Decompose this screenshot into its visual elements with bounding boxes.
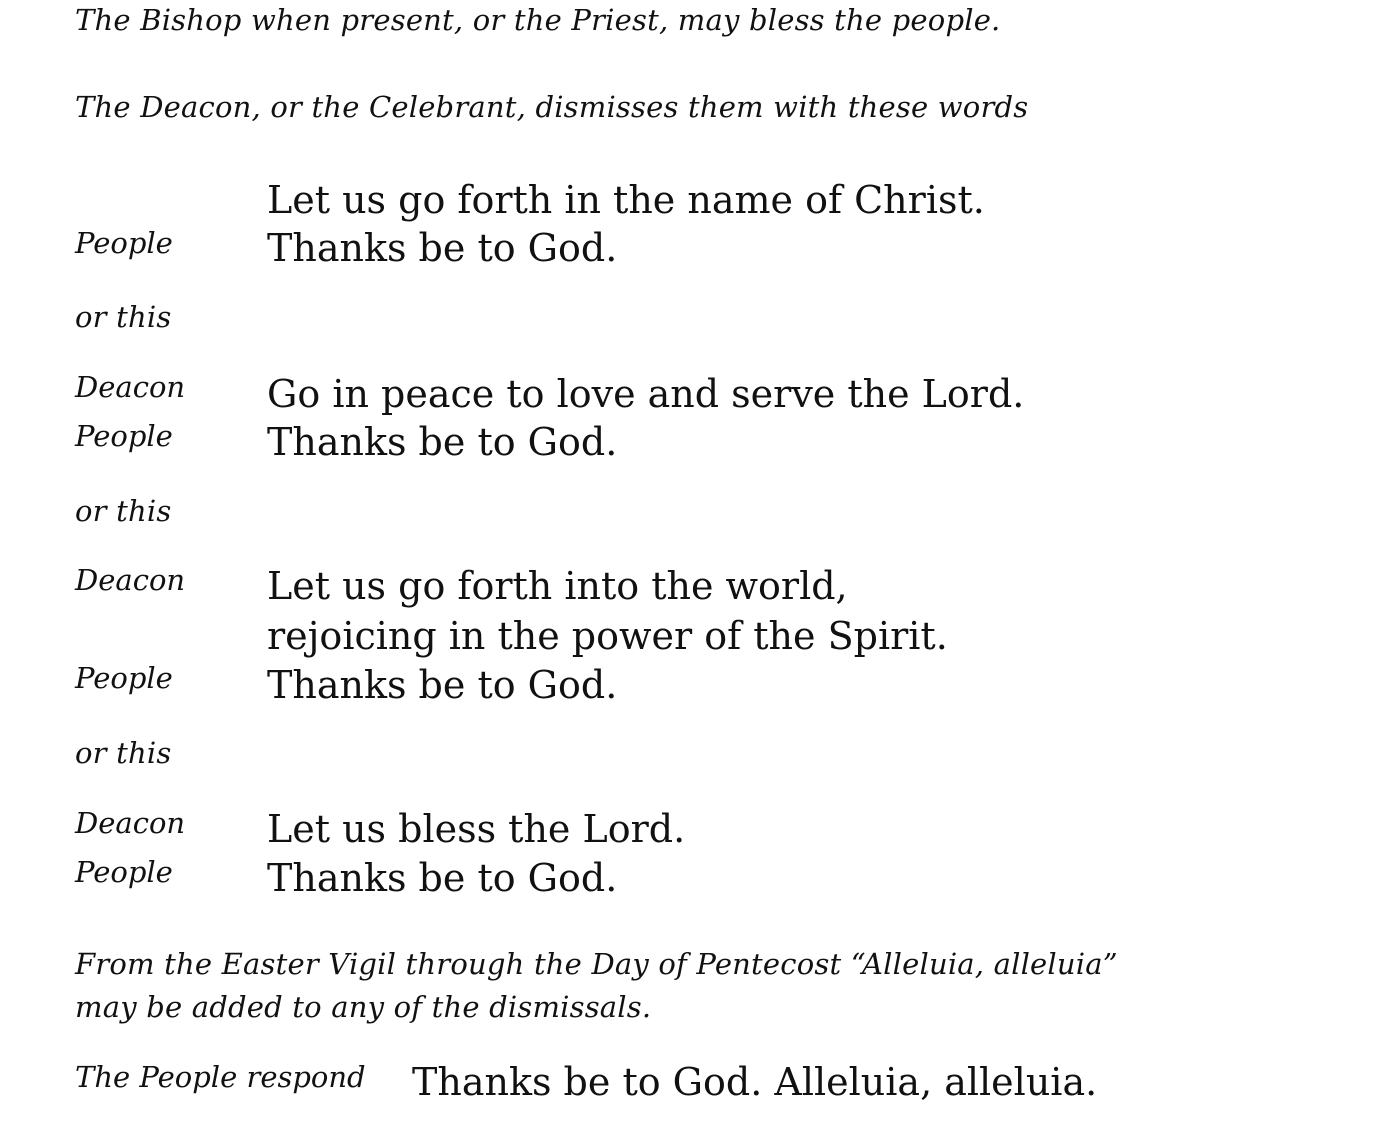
- dismissal-4-deacon-text: Let us bless the Lord.: [267, 807, 686, 851]
- dismissal-1-people-text: Thanks be to God.: [267, 226, 618, 270]
- dismissal-1-people-role: People: [75, 226, 173, 260]
- dismissal-3-deacon-text-line1: Let us go forth into the world,: [267, 564, 848, 608]
- dismissal-3-deacon-role: Deacon: [75, 563, 186, 597]
- people-respond-text: Thanks be to God. Alleluia, alleluia.: [412, 1060, 1098, 1104]
- dismissal-4-people-text: Thanks be to God.: [267, 856, 618, 900]
- dismissal-1-leader-text: Let us go forth in the name of Christ.: [267, 178, 985, 222]
- rubric-dismissal-intro: The Deacon, or the Celebrant, dismisses them with these words: [75, 90, 1029, 124]
- dismissal-4-deacon-role: Deacon: [75, 806, 186, 840]
- rubric-blessing: The Bishop when present, or the Priest, may bless the people.: [75, 3, 1001, 37]
- rubric-or-this-3: or this: [75, 736, 172, 770]
- dismissal-3-people-text: Thanks be to God.: [267, 663, 618, 707]
- rubric-easter-note-line1: From the Easter Vigil through the Day of Pentecost “Alleluia, alleluia”: [75, 947, 1118, 981]
- dismissal-4-people-role: People: [75, 855, 173, 889]
- dismissal-3-deacon-text-line2: rejoicing in the power of the Spirit.: [267, 614, 948, 658]
- rubric-or-this-1: or this: [75, 300, 172, 334]
- rubric-or-this-2: or this: [75, 494, 172, 528]
- dismissal-2-deacon-text: Go in peace to love and serve the Lord.: [267, 372, 1025, 416]
- people-respond-role: The People respond: [75, 1060, 366, 1094]
- dismissal-2-deacon-role: Deacon: [75, 370, 186, 404]
- dismissal-2-people-text: Thanks be to God.: [267, 420, 618, 464]
- dismissal-3-people-role: People: [75, 661, 173, 695]
- rubric-easter-note-line2: may be added to any of the dismissals.: [75, 990, 652, 1024]
- dismissal-2-people-role: People: [75, 419, 173, 453]
